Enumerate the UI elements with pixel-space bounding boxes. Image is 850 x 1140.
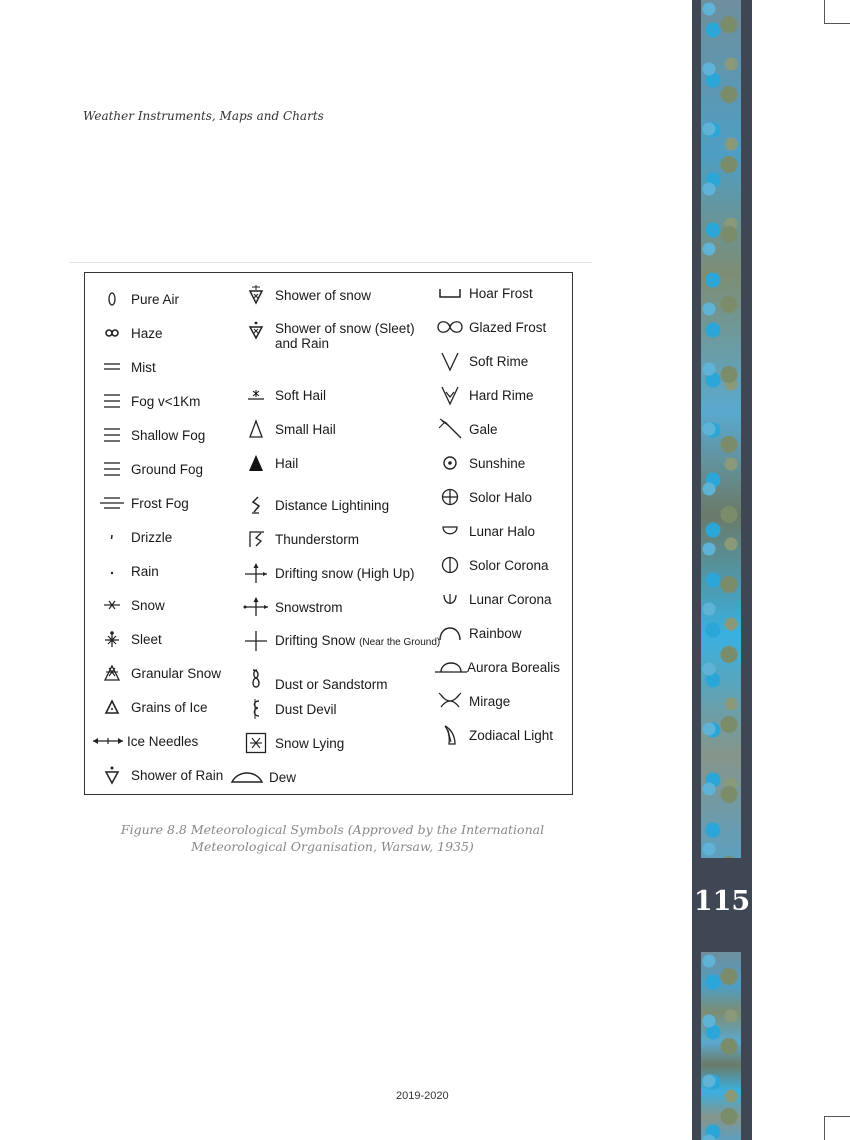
symbol-label: Shower of snow (Sleet) xyxy=(275,321,415,336)
shower-of-rain-icon xyxy=(97,762,127,788)
symbol-label: Shower of snow xyxy=(275,287,372,303)
symbol-label: Sunshine xyxy=(469,455,526,471)
symbol-label: Shallow Fog xyxy=(131,427,206,443)
fog-icon xyxy=(97,388,127,414)
symbol-label: Soft Rime xyxy=(469,353,529,369)
hoar-frost-icon xyxy=(435,280,465,306)
soft-rime-icon xyxy=(435,348,465,374)
symbol-item-gale xyxy=(435,415,498,443)
symbol-label: Drifting Snow xyxy=(275,632,356,648)
symbol-label: Ice Needles xyxy=(127,733,199,749)
symbol-item-dew xyxy=(229,763,296,791)
symbol-label: Rain xyxy=(131,563,159,579)
symbol-item-lunar-corona xyxy=(435,585,552,613)
symbol-label: Glazed Frost xyxy=(469,319,547,335)
snow-lying-icon xyxy=(241,730,271,756)
aurora-borealis-icon xyxy=(433,654,469,680)
hail-icon xyxy=(241,450,271,476)
symbol-item-sleet xyxy=(97,625,162,653)
symbol-label: Solor Halo xyxy=(469,489,533,505)
zodiacal-light-icon xyxy=(435,722,465,748)
symbol-label: Mist xyxy=(131,359,156,375)
figure-caption xyxy=(95,821,570,855)
symbol-item-mirage xyxy=(435,687,510,715)
symbol-item-snowstorm xyxy=(241,593,343,621)
symbol-item-distance-lightning xyxy=(241,491,389,519)
symbol-item-shower-of-rain xyxy=(97,761,223,789)
symbol-label: Aurora Borealis xyxy=(467,659,561,675)
symbol-label: Ground Fog xyxy=(131,461,204,477)
drifting-snow-high-icon xyxy=(241,560,271,586)
symbol-label: Haze xyxy=(131,325,163,341)
symbol-label: Snow xyxy=(131,597,165,613)
symbol-label: Hail xyxy=(275,455,299,471)
symbol-item-solar-corona xyxy=(435,551,549,579)
symbol-item-ice-needles xyxy=(93,727,198,755)
symbol-item-snow xyxy=(97,591,165,619)
symbol-label: Frost Fog xyxy=(131,495,189,511)
small-hail-icon xyxy=(241,416,271,442)
symbol-label: Granular Snow xyxy=(131,665,222,681)
caption-line-2: Meteorological Organisation, Warsaw, 1935) xyxy=(191,839,474,854)
symbol-label: Fog v<1Km xyxy=(131,393,201,409)
symbol-item-zodiacal-light xyxy=(435,721,553,749)
symbol-item-shallow-fog xyxy=(97,421,205,449)
symbol-item-small-hail xyxy=(241,415,336,443)
symbol-item-hail xyxy=(241,449,298,477)
symbol-item-hoar-frost xyxy=(435,279,533,307)
symbol-label: Dew xyxy=(269,769,297,785)
symbol-item-soft-hail xyxy=(241,381,326,409)
symbol-item-lunar-halo xyxy=(435,517,535,545)
symbol-label: Thunderstorm xyxy=(275,531,360,547)
symbol-item-solar-halo xyxy=(435,483,532,511)
symbol-label-small: (Near the Ground) xyxy=(359,636,441,648)
symbol-label: Mirage xyxy=(469,693,511,709)
crop-mark-top xyxy=(824,0,850,24)
satellite-image-strip-bottom xyxy=(701,952,741,1140)
symbol-label: Gale xyxy=(469,421,498,437)
symbol-item-rain xyxy=(97,557,159,585)
symbol-item-dust-sandstorm xyxy=(241,665,388,693)
symbol-item-aurora-borealis xyxy=(433,653,560,681)
sleet-icon xyxy=(97,626,127,652)
glazed-frost-icon xyxy=(435,314,465,340)
symbol-label: Dust Devil xyxy=(275,701,337,717)
symbol-label: Pure Air xyxy=(131,291,180,307)
footer-year: 2019-2020 xyxy=(396,1090,449,1102)
thunderstorm-icon xyxy=(241,526,271,552)
symbol-item-sunshine xyxy=(435,449,525,477)
soft-hail-icon xyxy=(241,382,271,408)
symbol-label: Drifting snow (High Up) xyxy=(275,565,415,581)
symbol-label: Rainbow xyxy=(469,625,522,641)
drizzle-icon xyxy=(97,524,127,550)
page-number: 115 xyxy=(693,886,751,917)
symbol-item-hard-rime xyxy=(435,381,534,409)
symbol-item-mist xyxy=(97,353,156,381)
symbol-label: Small Hail xyxy=(275,421,336,437)
symbol-item-granular-snow xyxy=(97,659,221,687)
symbol-label: Distance Lightining xyxy=(275,497,390,513)
symbol-label: Lunar Halo xyxy=(469,523,536,539)
symbol-item-grains-of-ice xyxy=(97,693,208,721)
side-decorative-strip xyxy=(692,0,752,1140)
mist-icon xyxy=(97,354,127,380)
section-rule xyxy=(70,262,592,263)
symbol-item-thunderstorm xyxy=(241,525,359,553)
shower-of-snow-icon xyxy=(241,282,271,308)
lunar-corona-icon xyxy=(435,586,465,612)
dust-sandstorm-icon xyxy=(241,666,271,692)
sunshine-icon xyxy=(435,450,465,476)
symbol-label: Soft Hail xyxy=(275,387,327,403)
symbol-label: Hoar Frost xyxy=(469,285,533,301)
symbol-item-drizzle xyxy=(97,523,172,551)
shower-sleet-rain-icon xyxy=(241,317,271,343)
symbol-item-snow-lying xyxy=(241,729,344,757)
symbol-label: Lunar Corona xyxy=(469,591,552,607)
symbol-item-fog xyxy=(97,387,200,415)
symbol-label: Solor Corona xyxy=(469,557,549,573)
drifting-snow-ground-icon xyxy=(241,628,271,654)
ice-needles-icon xyxy=(93,728,123,754)
gale-icon xyxy=(435,416,465,442)
symbol-label: Sleet xyxy=(131,631,162,647)
symbol-item-glazed-frost xyxy=(435,313,546,341)
symbol-item-drifting-snow-high xyxy=(241,559,415,587)
snowstorm-icon xyxy=(241,594,271,620)
symbol-label-line2: and Rain xyxy=(275,336,330,351)
symbol-item-frost-fog xyxy=(97,489,189,517)
crop-mark-bottom xyxy=(824,1116,850,1140)
symbol-item-drifting-snow-ground xyxy=(241,627,440,655)
satellite-image-strip-top xyxy=(701,0,741,858)
symbol-item-dust-devil xyxy=(241,695,337,723)
snow-icon xyxy=(97,592,127,618)
symbol-label: Hard Rime xyxy=(469,387,534,403)
solar-halo-icon xyxy=(435,484,465,510)
rainbow-icon xyxy=(435,620,465,646)
caption-line-1: Figure 8.8 Meteorological Symbols (Approved by the International xyxy=(120,822,545,837)
dew-icon xyxy=(229,764,265,790)
grains-of-ice-icon xyxy=(97,694,127,720)
haze-icon xyxy=(97,320,127,346)
rain-icon xyxy=(97,558,127,584)
symbol-item-haze xyxy=(97,319,163,347)
dust-devil-icon xyxy=(241,696,271,722)
symbol-label: Shower of Rain xyxy=(131,767,224,783)
symbol-item-ground-fog xyxy=(97,455,203,483)
symbol-label: Grains of Ice xyxy=(131,699,208,715)
pure-air-icon xyxy=(97,286,127,312)
ground-fog-icon xyxy=(97,456,127,482)
mirage-icon xyxy=(435,688,465,714)
distance-lightning-icon xyxy=(241,492,271,518)
symbol-item-pure-air xyxy=(97,285,179,313)
symbol-label: Snowstrom xyxy=(275,599,343,615)
lunar-halo-icon xyxy=(435,518,465,544)
symbol-item-shower-of-snow xyxy=(241,281,371,309)
running-head: Weather Instruments, Maps and Charts xyxy=(83,109,324,123)
symbol-item-rainbow xyxy=(435,619,522,647)
symbol-label: Zodiacal Light xyxy=(469,727,554,743)
symbol-label: Dust or Sandstorm xyxy=(275,676,388,692)
granular-snow-icon xyxy=(97,660,127,686)
symbol-label: Snow Lying xyxy=(275,735,345,751)
solar-corona-icon xyxy=(435,552,465,578)
symbol-label: Drizzle xyxy=(131,529,173,545)
meteorological-symbols-figure xyxy=(84,272,573,795)
symbol-item-soft-rime xyxy=(435,347,528,375)
frost-fog-icon xyxy=(97,490,127,516)
shallow-fog-icon xyxy=(97,422,127,448)
symbol-item-shower-sleet-rain xyxy=(241,317,415,357)
hard-rime-icon xyxy=(435,382,465,408)
